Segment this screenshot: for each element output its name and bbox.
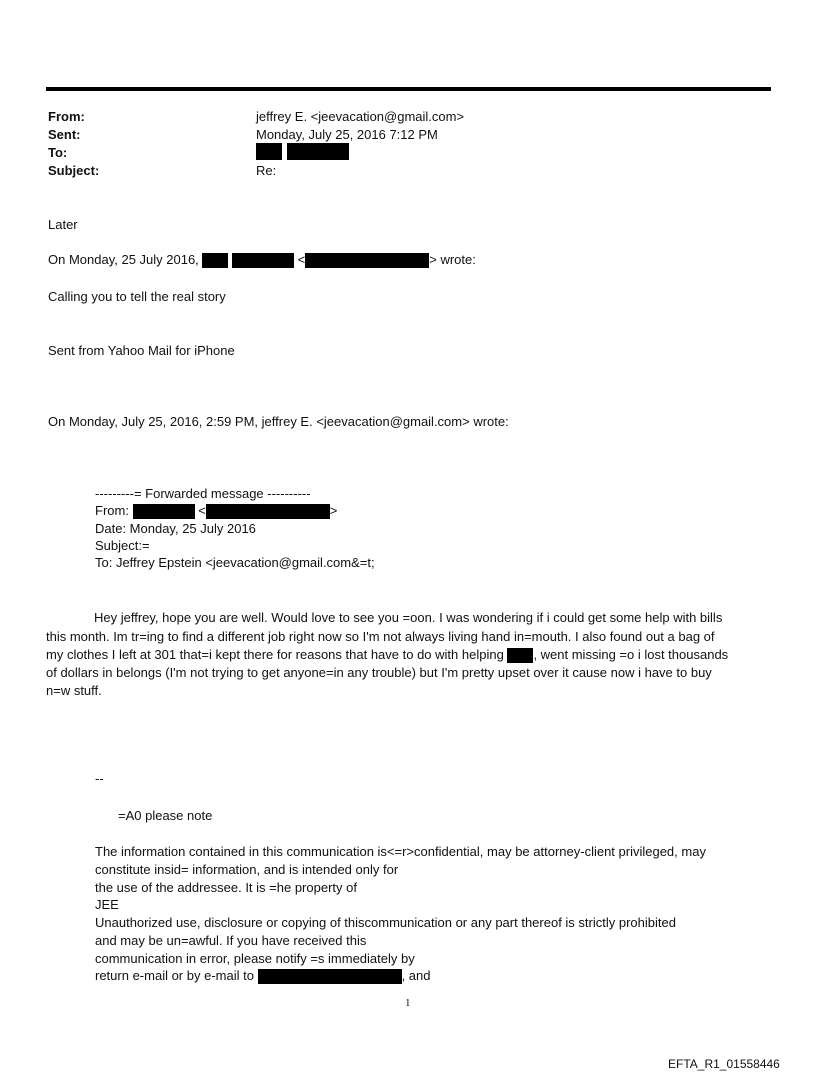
message-fragment: , went missing =o i lost thousands [533, 647, 729, 662]
redaction-block [206, 504, 330, 519]
to-label: To: [48, 145, 68, 160]
to-value [256, 143, 349, 160]
header-rule [46, 87, 771, 91]
quote-prefix: On Monday, 25 July 2016, [48, 252, 199, 267]
redaction-block [287, 143, 349, 160]
disclaimer-line: The information contained in this communication is<=r>confidential, may be attorney-client privileged, may [95, 844, 706, 859]
sent-value: Monday, July 25, 2016 7:12 PM [256, 127, 438, 142]
message-fragment: my clothes I left at 301 that=i kept there for reasons that have to do with helping [46, 647, 504, 662]
redaction-block [202, 253, 228, 268]
forwarded-from [95, 503, 337, 519]
forwarded-from-label: From: [95, 503, 129, 518]
bates-number: EFTA_R1_01558446 [668, 1057, 780, 1071]
redaction-block [256, 143, 282, 160]
forwarded-from-lt: < [198, 503, 206, 518]
redaction-block [507, 648, 533, 663]
signature-dashes: -- [95, 771, 104, 786]
redaction-block [232, 253, 294, 268]
disclaimer-line: and may be un=awful. If you have received this [95, 933, 367, 948]
quoted-text: Calling you to tell the real story [48, 289, 226, 304]
forwarded-date: Date: Monday, 25 July 2016 [95, 521, 256, 536]
forwarded-marker: ---------= Forwarded message ---------- [95, 486, 311, 501]
signature-note: =A0 please note [118, 808, 213, 823]
from-label: From: [48, 109, 85, 124]
forwarded-from-gt: > [329, 503, 338, 518]
forwarded-subject: Subject:= [95, 538, 150, 553]
quote-header-2: On Monday, July 25, 2016, 2:59 PM, jeffrey E. <jeevacation@gmail.com> wrote: [48, 414, 509, 429]
message-line [46, 647, 771, 663]
reply-text: Later [48, 217, 78, 232]
message-line: this month. Im tr=ing to find a different job right now so I'm not always living hand in=mouth. I also found out a bag of [46, 629, 715, 644]
message-line: of dollars in belongs (I'm not trying to get anyone=in any trouble) but I'm pretty upset over it cause now i have to buy [46, 665, 712, 680]
sent-label: Sent: [48, 127, 81, 142]
disclaimer-line: the use of the addressee. It is =he property of [95, 880, 357, 895]
quote-suffix: > wrote: [429, 252, 476, 267]
redaction-block [258, 969, 402, 984]
disclaimer-fragment: , and [401, 968, 431, 983]
redaction-block [305, 253, 429, 268]
disclaimer-line: JEE [95, 897, 119, 912]
disclaimer-line: communication in error, please notify =s immediately by [95, 951, 415, 966]
disclaimer-line: constitute insid= information, and is intended only for [95, 862, 399, 877]
quote-lt: < [297, 252, 306, 267]
disclaimer-fragment: return e-mail or by e-mail to [95, 968, 254, 983]
quote-header-1 [48, 252, 476, 268]
mail-signature: Sent from Yahoo Mail for iPhone [48, 343, 235, 358]
page-number: 1 [405, 997, 411, 1009]
disclaimer-line: Unauthorized use, disclosure or copying of thiscommunication or any part thereof is strictly prohibited [95, 915, 676, 930]
from-value: jeffrey E. <jeevacation@gmail.com> [256, 109, 465, 124]
disclaimer-line [95, 968, 431, 984]
forwarded-to: To: Jeffrey Epstein <jeevacation@gmail.com&=t; [95, 555, 375, 570]
redaction-block [133, 504, 195, 519]
subject-value: Re: [256, 163, 277, 178]
subject-label: Subject: [48, 163, 100, 178]
message-line: n=w stuff. [46, 683, 102, 698]
message-line: Hey jeffrey, hope you are well. Would love to see you =oon. I was wondering if i could get some help with bills [94, 610, 723, 625]
